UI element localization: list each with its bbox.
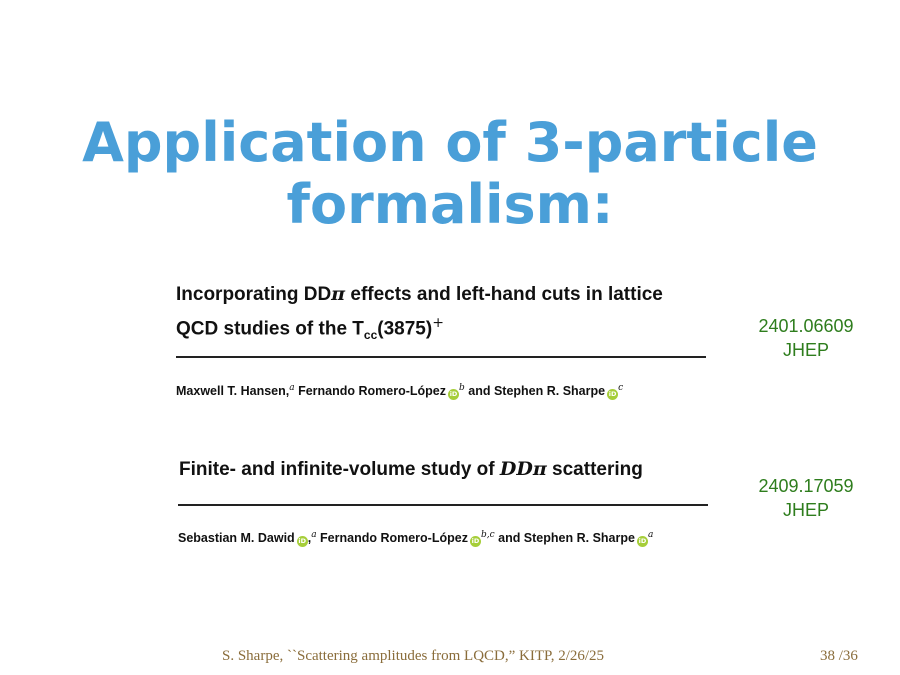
paper2-author-romero-lopez: Fernando Romero-López bbox=[316, 531, 468, 546]
orcid-icon[interactable]: iD bbox=[471, 537, 480, 546]
page-current: 38 bbox=[820, 648, 835, 664]
paper2-author2-affiliation: b,c bbox=[480, 530, 495, 540]
page-total: /36 bbox=[838, 648, 858, 664]
slide-title-line2: formalism: bbox=[286, 173, 614, 236]
page-number bbox=[820, 648, 858, 665]
paper1-author2-affiliation: b bbox=[459, 383, 465, 393]
paper1-author-sharpe: and Stephen R. Sharpe bbox=[464, 384, 606, 399]
paper2-title-part-a: Finite- and infinite-volume study of bbox=[179, 459, 500, 480]
paper1-title-part-a: Incorporating DD bbox=[176, 284, 332, 305]
paper1-title-superscript: + bbox=[432, 315, 444, 331]
orcid-icon[interactable]: iD bbox=[638, 537, 647, 546]
paper1-title-line1 bbox=[176, 280, 716, 309]
paper1-author-romero-lopez: Fernando Romero-López bbox=[294, 384, 447, 399]
paper2-reference bbox=[736, 474, 876, 522]
orcid-icon[interactable]: iD bbox=[298, 537, 307, 546]
paper2-journal: JHEP bbox=[782, 500, 829, 520]
paper1-author3-affiliation: c bbox=[618, 383, 624, 393]
orcid-icon[interactable]: iD bbox=[608, 390, 617, 399]
paper1-title-line2 bbox=[176, 309, 716, 349]
paper1-title-subscript: cc bbox=[363, 328, 378, 343]
paper2-authors: Sebastian M. Dawid iD ,$^a$ Fernando Romero-López iD$^{b,c}$ and Stephen R. Sharpe iD$^a$ bbox=[178, 530, 654, 546]
slide-title-line1: Application of 3-particle bbox=[82, 111, 818, 174]
slide-title bbox=[0, 112, 900, 236]
paper1-reference bbox=[736, 314, 876, 362]
paper2-title bbox=[179, 455, 719, 484]
paper1-authors bbox=[176, 383, 623, 400]
orcid-icon[interactable]: iD bbox=[449, 390, 458, 399]
footer-citation: S. Sharpe, ``Scattering amplitudes from LQCD,” KITP, 2/26/25 bbox=[222, 648, 605, 664]
paper2-title-math: DDπ bbox=[499, 458, 547, 480]
paper1-arxiv-id: 2401.06609 bbox=[758, 316, 854, 336]
paper1-title-part-b: effects and left-hand cuts in lattice bbox=[345, 284, 663, 305]
paper2-title-part-b: scattering bbox=[546, 459, 643, 480]
paper1-journal: JHEP bbox=[782, 340, 829, 360]
paper1-title-part-d: (3875) bbox=[377, 318, 433, 340]
paper2-arxiv-id: 2409.17059 bbox=[758, 476, 854, 496]
paper1-author-hansen: Maxwell T. Hansen, bbox=[176, 384, 290, 399]
paper1-divider bbox=[176, 356, 706, 358]
paper2-author-sharpe: and Stephen R. Sharpe bbox=[494, 531, 635, 546]
paper2-author3-affiliation: a bbox=[647, 530, 654, 540]
paper2-divider bbox=[178, 504, 708, 506]
paper1-title bbox=[176, 280, 716, 349]
paper1-title-part-c: QCD studies of the T bbox=[176, 318, 364, 340]
paper2-author1-affiliation: a bbox=[311, 530, 317, 540]
paper1-author1-affiliation: a bbox=[289, 383, 295, 393]
paper2-author-dawid: Sebastian M. Dawid bbox=[178, 531, 295, 546]
paper1-title-pi: π bbox=[331, 283, 346, 305]
